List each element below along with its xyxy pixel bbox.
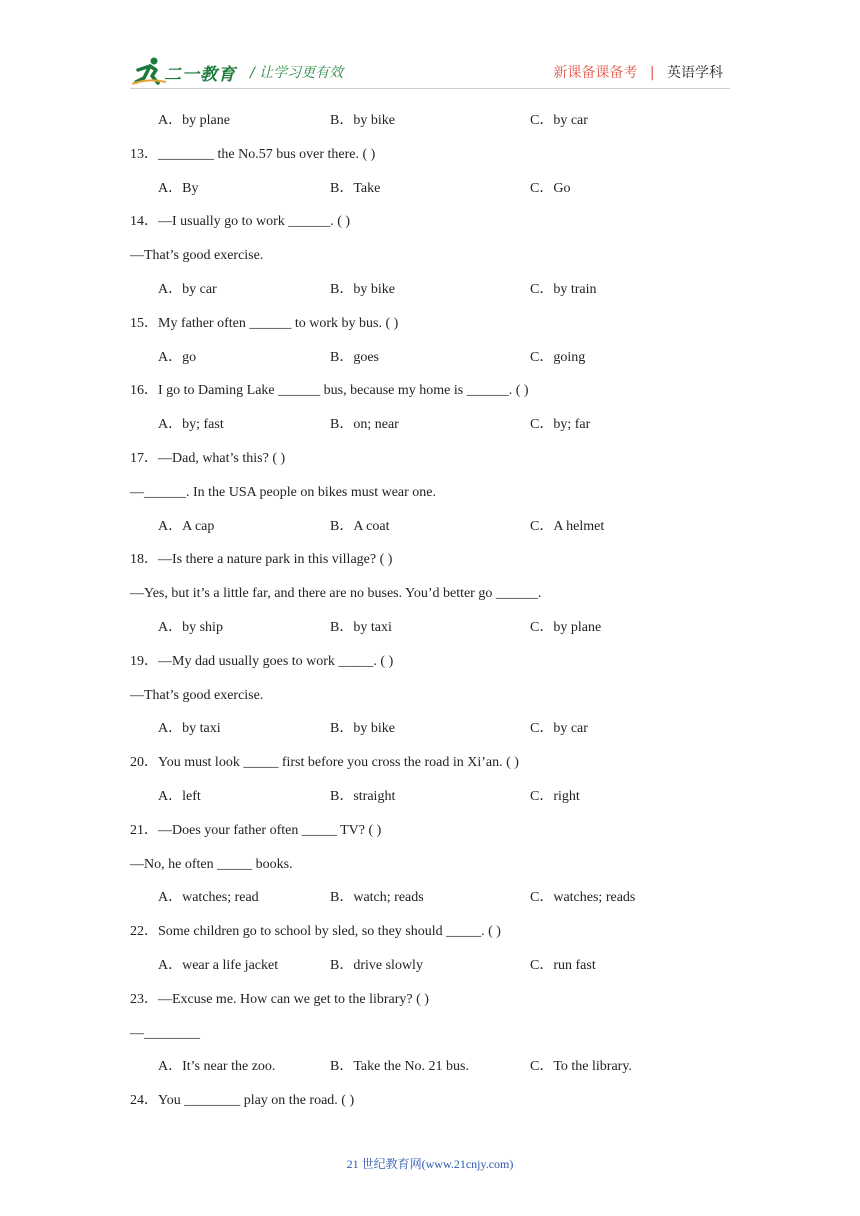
option-b: B．by bike <box>330 282 395 297</box>
option-c: C．by car <box>530 721 588 736</box>
option-a: A．by plane <box>158 113 230 128</box>
option-b: B．straight <box>330 789 396 804</box>
option-c: C．run fast <box>530 958 596 973</box>
option-a: A．watches; read <box>158 890 259 905</box>
option-c: C．right <box>530 789 580 804</box>
option-b: B．by bike <box>330 113 395 128</box>
option-a: A．by car <box>158 282 217 297</box>
question-line: —That’s good exercise. <box>130 248 264 263</box>
option-a: A．by; fast <box>158 417 224 432</box>
question-line: 17．—Dad, what’s this? ( ) <box>130 451 286 466</box>
option-a: A．left <box>158 789 201 804</box>
page-header <box>0 0 860 90</box>
subject-label <box>553 62 723 82</box>
question-line: 22．Some children go to school by sled, so they should _____. ( ) <box>130 924 501 939</box>
question-line: —No, he often _____ books. <box>130 857 293 872</box>
option-b: B．watch; reads <box>330 890 424 905</box>
question-line: 24．You ________ play on the road. ( ) <box>130 1093 355 1108</box>
header-separator: | <box>649 65 655 81</box>
option-c: C．by car <box>530 113 588 128</box>
option-c: C．A helmet <box>530 519 605 534</box>
question-line: 14．—I usually go to work ______. ( ) <box>130 214 351 229</box>
question-line: 13．________ the No.57 bus over there. ( ) <box>130 147 376 162</box>
option-c: C．by; far <box>530 417 591 432</box>
slogan: / 让学习更有效 <box>250 65 344 81</box>
option-b: B．drive slowly <box>330 958 423 973</box>
option-c: C．by train <box>530 282 597 297</box>
question-line: 18．—Is there a nature park in this village? ( ) <box>130 552 393 567</box>
question-line: 21．—Does your father often _____ TV? ( ) <box>130 823 382 838</box>
option-a: A．by taxi <box>158 721 221 736</box>
header-divider <box>130 88 730 89</box>
runner-logo-icon <box>132 56 166 86</box>
question-line: —Yes, but it’s a little far, and there are no buses. You’d better go ______. <box>130 586 542 601</box>
option-a: A．wear a life jacket <box>158 958 279 973</box>
question-line: —That’s good exercise. <box>130 688 264 703</box>
option-c: C．Go <box>530 181 571 196</box>
option-c: C．watches; reads <box>530 890 636 905</box>
question-line: 20．You must look _____ first before you cross the road in Xi’an. ( ) <box>130 755 519 770</box>
option-b: B．Take <box>330 181 381 196</box>
course-label: 新课备课备考 <box>553 65 638 81</box>
option-c: C．going <box>530 350 586 365</box>
logo <box>132 56 242 88</box>
question-line: 15．My father often ______ to work by bus. ( ) <box>130 316 399 331</box>
option-b: B．Take the No. 21 bus. <box>330 1059 470 1074</box>
option-a: A．go <box>158 350 197 365</box>
option-b: B．goes <box>330 350 379 365</box>
question-line: 23．—Excuse me. How can we get to the library? ( ) <box>130 992 429 1007</box>
option-b: B．A coat <box>330 519 390 534</box>
subject-name: 英语学科 <box>667 65 723 81</box>
option-a: A．By <box>158 181 199 196</box>
option-a: A．It’s near the zoo. <box>158 1059 276 1074</box>
option-c: C．by plane <box>530 620 602 635</box>
question-line: 19．—My dad usually goes to work _____. ( ) <box>130 654 394 669</box>
option-b: B．by taxi <box>330 620 392 635</box>
option-a: A．by ship <box>158 620 223 635</box>
logo-text: 二一教育 <box>164 65 236 85</box>
question-line: 16．I go to Daming Lake ______ bus, because my home is ______. ( ) <box>130 383 529 398</box>
option-b: B．by bike <box>330 721 395 736</box>
option-a: A．A cap <box>158 519 215 534</box>
option-b: B．on; near <box>330 417 399 432</box>
option-c: C．To the library. <box>530 1059 632 1074</box>
page-footer: 21 世纪教育网(www.21cnjy.com) <box>346 1157 514 1171</box>
question-line: —______. In the USA people on bikes must wear one. <box>130 485 437 500</box>
question-line: —________ <box>130 1026 200 1041</box>
